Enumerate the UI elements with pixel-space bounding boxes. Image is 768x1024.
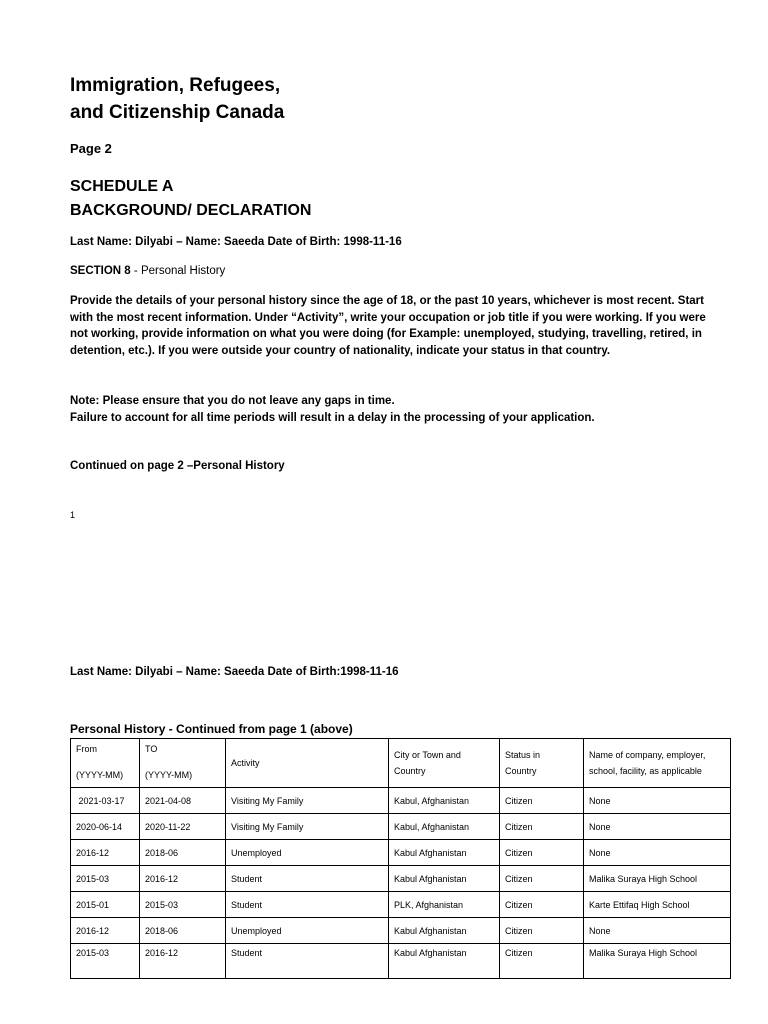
cell-activity: Visiting My Family (226, 814, 389, 840)
schedule-subtitle: BACKGROUND/ DECLARATION (70, 202, 312, 219)
section-title: - Personal History (130, 265, 226, 277)
schedule-title: SCHEDULE A (70, 178, 174, 195)
cell-from: 2016-12 (71, 840, 140, 866)
cell-from: 2015-03 (71, 944, 140, 979)
table-row (71, 840, 731, 866)
note-block (70, 393, 710, 426)
cell-organization: None (584, 788, 731, 814)
header-organization: Name of company, employer, school, facility, as applicable (584, 739, 731, 788)
instructions-paragraph: Provide the details of your personal history since the age of 18, or the past 10 years, whichever is most recent. Start with the most recent information. Under “Activity”, write your occupation or job title if you were working. If you were not working, provide information on what you were doing (for Example: unemployed, studying, travelling, retired, in detention, etc.). If you were outside your country of nationality, indicate your status in that country. (70, 295, 706, 357)
cell-organization: Malika Suraya High School (584, 944, 731, 979)
table-row (71, 892, 731, 918)
note-line-1: Note: Please ensure that you do not leave any gaps in time. (70, 395, 395, 407)
cell-activity: Student (226, 944, 389, 979)
cell-to: 2015-03 (140, 892, 226, 918)
cell-activity: Student (226, 866, 389, 892)
cell-from: 2020-06-14 (71, 814, 140, 840)
cell-city: PLK, Afghanistan (389, 892, 500, 918)
table-row (71, 918, 731, 944)
cell-to: 2018-06 (140, 840, 226, 866)
personal-history-table (70, 738, 731, 979)
cell-city: Kabul Afghanistan (389, 918, 500, 944)
cell-from: 2021-03-17 (71, 788, 140, 814)
cell-city: Kabul Afghanistan (389, 866, 500, 892)
table-row (71, 944, 731, 979)
cell-to: 2021-04-08 (140, 788, 226, 814)
section-heading (70, 265, 225, 277)
table-header-row (71, 739, 731, 788)
cell-to: 2020-11-22 (140, 814, 226, 840)
cell-status: Citizen (500, 814, 584, 840)
cell-activity: Visiting My Family (226, 788, 389, 814)
header-from: From (YYYY-MM) (71, 739, 140, 788)
cell-to: 2016-12 (140, 866, 226, 892)
org-name-line-1: Immigration, Refugees, (70, 75, 281, 96)
header-city-country: City or Town and Country (389, 739, 500, 788)
cell-from: 2016-12 (71, 918, 140, 944)
note-line-2: Failure to account for all time periods will result in a delay in the processing of your application. (70, 411, 595, 424)
cell-activity: Unemployed (226, 918, 389, 944)
table-row (71, 814, 731, 840)
cell-to: 2018-06 (140, 918, 226, 944)
cell-status: Citizen (500, 944, 584, 979)
cell-organization: Malika Suraya High School (584, 866, 731, 892)
cell-organization: None (584, 918, 731, 944)
cell-status: Citizen (500, 866, 584, 892)
page-label: Page 2 (70, 141, 112, 156)
cell-status: Citizen (500, 918, 584, 944)
cell-status: Citizen (500, 788, 584, 814)
table-row (71, 788, 731, 814)
applicant-details-bottom: Last Name: Dilyabi – Name: Saeeda Date of Birth:1998-11-16 (70, 666, 399, 678)
cell-from: 2015-01 (71, 892, 140, 918)
cell-city: Kabul, Afghanistan (389, 788, 500, 814)
section-label: SECTION 8 (70, 265, 131, 277)
table-row (71, 866, 731, 892)
header-status: Status in Country (500, 739, 584, 788)
cell-city: Kabul, Afghanistan (389, 814, 500, 840)
cell-activity: Unemployed (226, 840, 389, 866)
cell-status: Citizen (500, 892, 584, 918)
cell-city: Kabul Afghanistan (389, 944, 500, 979)
cell-status: Citizen (500, 840, 584, 866)
schedule-heading (70, 175, 311, 223)
header-to: TO (YYYY-MM) (140, 739, 226, 788)
continued-note: Continued on page 2 –Personal History (70, 460, 285, 472)
cell-from: 2015-03 (71, 866, 140, 892)
cell-city: Kabul Afghanistan (389, 840, 500, 866)
page-number: 1 (70, 510, 76, 520)
document-title (70, 72, 284, 126)
cell-organization: None (584, 840, 731, 866)
org-name-line-2: and Citizenship Canada (70, 102, 285, 123)
cell-to: 2016-12 (140, 944, 226, 979)
table-caption: Personal History - Continued from page 1 (above) (70, 722, 353, 736)
applicant-details-top: Last Name: Dilyabi – Name: Saeeda Date of Birth: 1998-11-16 (70, 236, 402, 248)
cell-organization: None (584, 814, 731, 840)
cell-activity: Student (226, 892, 389, 918)
header-activity: Activity (226, 739, 389, 788)
cell-organization: Karte Ettifaq High School (584, 892, 731, 918)
